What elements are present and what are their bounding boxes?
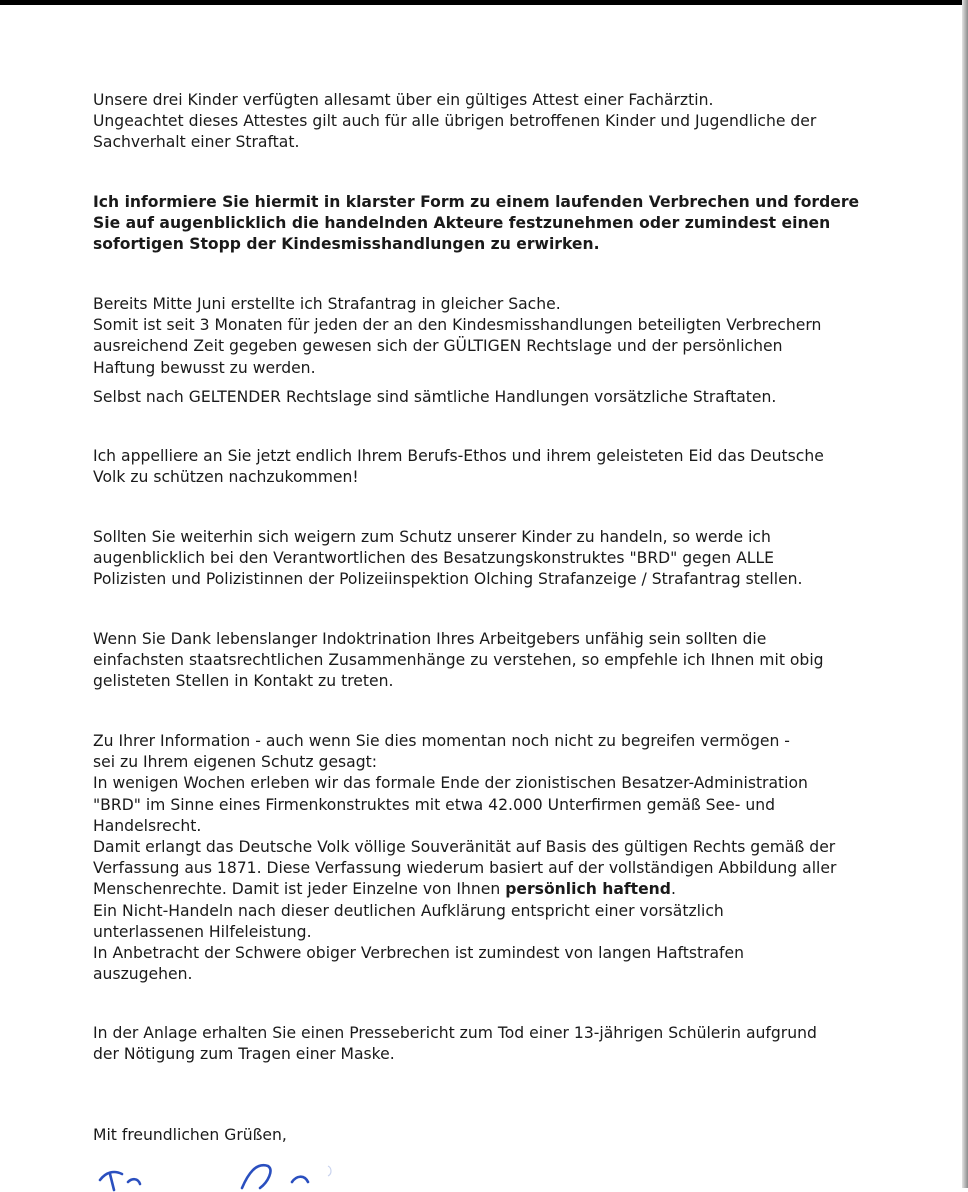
text-span: .: [670, 880, 676, 899]
text-line: Handelsrecht.: [93, 816, 202, 835]
paragraph-contact: [93, 629, 893, 693]
text-line: In wenigen Wochen erleben wir das formale Ende der zionistischen Besatzer-Administration: [93, 774, 808, 793]
paragraph-strafantrag: [93, 294, 893, 379]
paragraph-information: [93, 731, 893, 985]
signature-image: [92, 1152, 342, 1192]
text-line: auszugehen.: [93, 965, 193, 984]
text-line-mixed: [93, 879, 893, 900]
closing-salutation: [93, 1125, 893, 1146]
text-line: Unsere drei Kinder verfügten allesamt über ein gültiges Attest einer Fachärztin.: [93, 91, 714, 109]
page-edge-shadow: [962, 0, 968, 1188]
text-line: Polizisten und Polizistinnen der Polizeiinspektion Olching Strafanzeige / Strafantrag stellen.: [93, 570, 803, 589]
text-line: einfachsten staatsrechtlichen Zusammenhänge zu verstehen, so empfehle ich Ihnen mit obig: [93, 651, 824, 670]
paragraph-attachment: [93, 1023, 893, 1065]
text-line: Verfassung aus 1871. Diese Verfassung wiederum basiert auf der vollständigen Abbildung aller: [93, 859, 837, 878]
bold-emphasis: persönlich haftend: [505, 880, 671, 899]
text-line: In der Anlage erhalten Sie einen Pressebericht zum Tod einer 13-jährigen Schülerin aufgrund: [93, 1024, 817, 1042]
text-line: In Anbetracht der Schwere obiger Verbrechen ist zumindest von langen Haftstrafen: [93, 944, 745, 963]
top-border: [0, 0, 968, 5]
text-line: Sie auf augenblicklich die handelnden Akteure festzunehmen oder zumindest einen: [93, 214, 831, 233]
text-line: "BRD" im Sinne eines Firmenkonstruktes mit etwa 42.000 Unterfirmen gemäß See- und: [93, 795, 776, 814]
text-line: der Nötigung zum Tragen einer Maske.: [93, 1045, 395, 1064]
text-line: ausreichend Zeit gegeben gewesen sich der GÜLTIGEN Rechtslage und der persönlichen: [93, 337, 783, 356]
text-line: sei zu Ihrem eigenen Schutz gesagt:: [93, 753, 377, 772]
text-line: sofortigen Stopp der Kindesmisshandlungen zu erwirken.: [93, 235, 600, 254]
text-line: Mit freundlichen Grüßen,: [93, 1126, 287, 1144]
paragraph-attest: [93, 90, 893, 154]
paragraph-appeal: [93, 446, 893, 488]
text-line: Wenn Sie Dank lebenslanger Indoktrination Ihres Arbeitgebers unfähig sein sollten die: [93, 630, 767, 648]
text-line: augenblicklich bei den Verantwortlichen des Besatzungskonstruktes "BRD" gegen ALLE: [93, 549, 775, 568]
text-span: Menschenrechte. Damit ist jeder Einzelne von Ihnen: [93, 880, 506, 899]
text-line: Zu Ihrer Information - auch wenn Sie dies momentan noch nicht zu begreifen vermögen -: [93, 732, 790, 750]
text-line: Sollten Sie weiterhin sich weigern zum Schutz unserer Kinder zu handeln, so werde ich: [93, 528, 771, 546]
text-line: Ich appelliere an Sie jetzt endlich Ihrem Berufs-Ethos und ihrem geleisteten Eid das Deutsche: [93, 447, 824, 465]
text-line: Ungeachtet dieses Attestes gilt auch für alle übrigen betroffenen Kinder und Jugendliche der: [93, 112, 817, 131]
paragraph-threat: [93, 527, 893, 591]
text-line: Selbst nach GELTENDER Rechtslage sind sämtliche Handlungen vorsätzliche Straftaten.: [93, 388, 777, 406]
text-line: gelisteten Stellen in Kontakt zu treten.: [93, 672, 394, 691]
text-line: Somit ist seit 3 Monaten für jeden der an den Kindesmisshandlungen beteiligten Verbrechern: [93, 316, 822, 335]
text-line: Ein Nicht-Handeln nach dieser deutlichen Aufklärung entspricht einer vorsätzlich: [93, 901, 724, 920]
text-line: Haftung bewusst zu werden.: [93, 358, 316, 377]
text-line: Volk zu schützen nachzukommen!: [93, 468, 359, 487]
text-line: Ich informiere Sie hiermit in klarster Form zu einem laufenden Verbrechen und fordere: [93, 193, 860, 211]
text-line: unterlassenen Hilfeleistung.: [93, 922, 312, 941]
text-line: Sachverhalt einer Straftat.: [93, 133, 300, 152]
text-line: Bereits Mitte Juni erstellte ich Strafantrag in gleicher Sache.: [93, 295, 561, 313]
paragraph-geltende-rechtslage: [93, 387, 893, 408]
paragraph-demand: [93, 192, 893, 256]
text-line: Damit erlangt das Deutsche Volk völlige Souveränität auf Basis des gültigen Rechts gemäß der: [93, 838, 836, 857]
